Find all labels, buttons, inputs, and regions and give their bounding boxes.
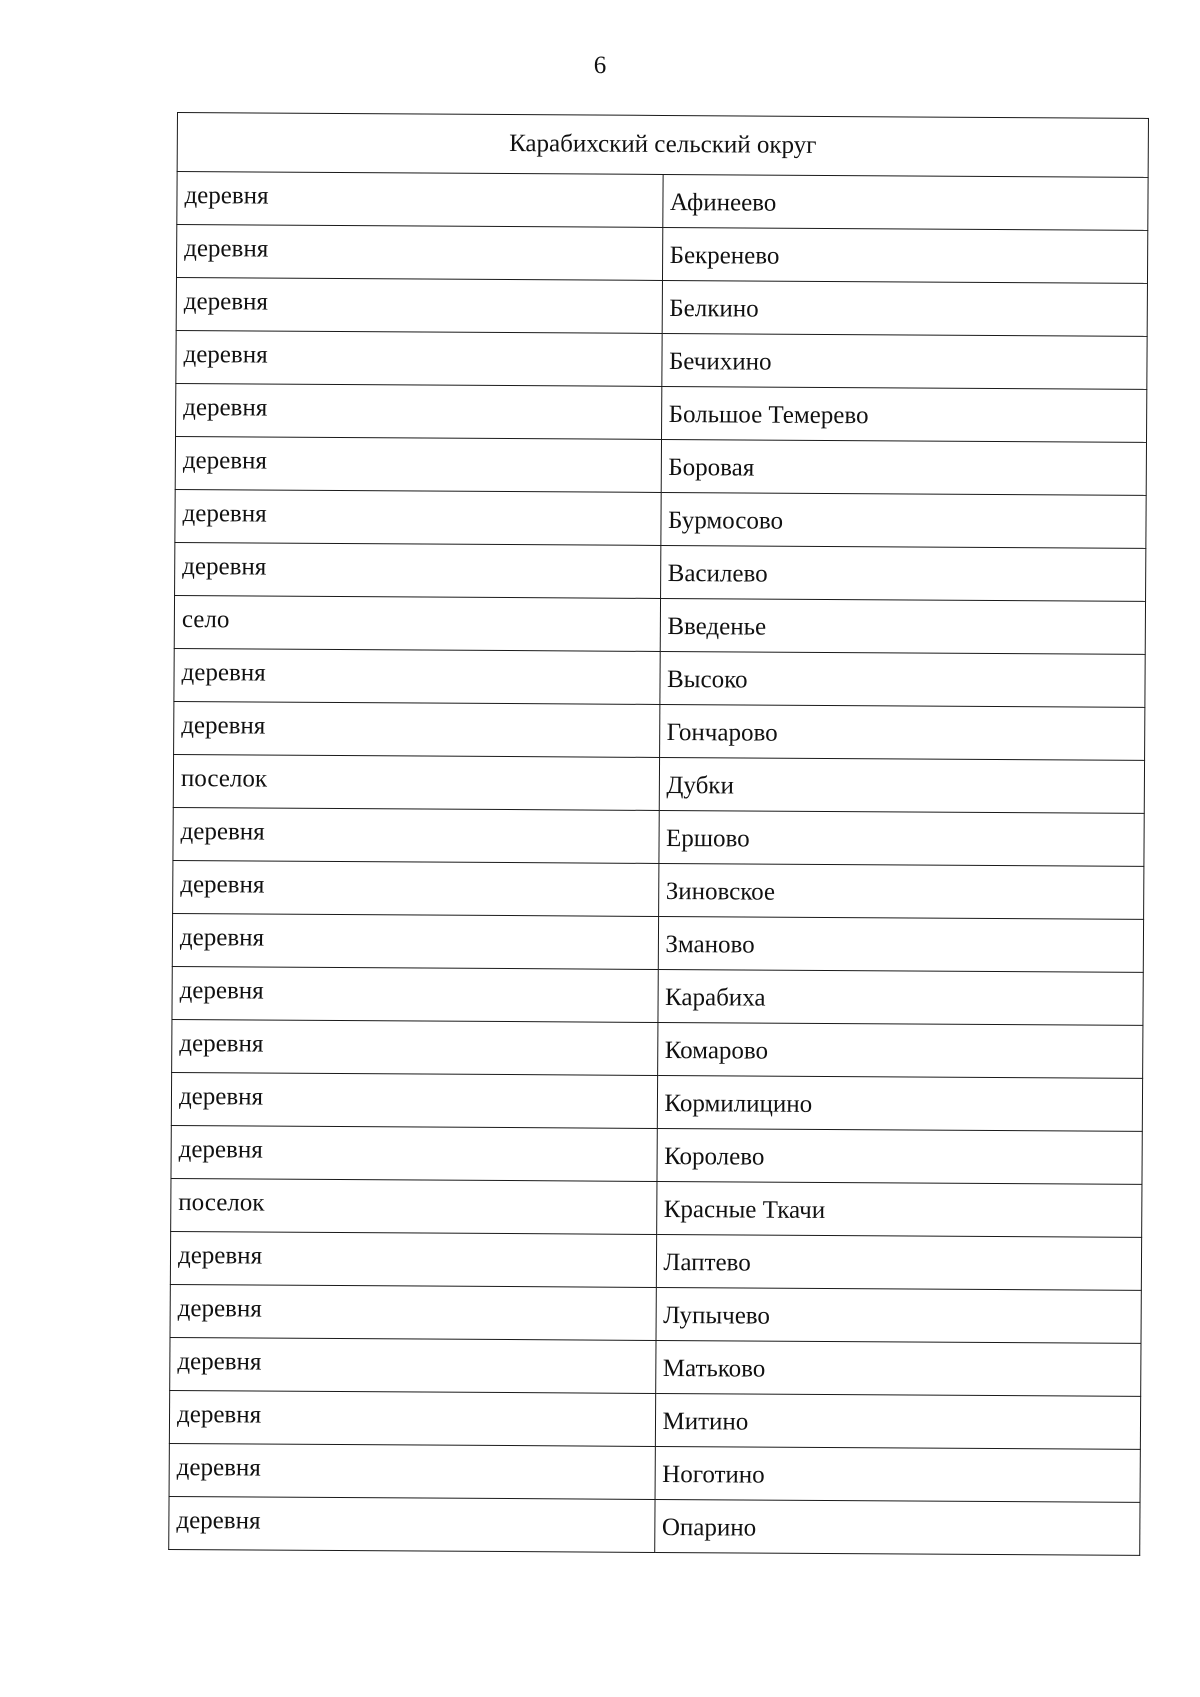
table-row (171, 1125, 1142, 1184)
settlement-type-cell: деревня (176, 383, 662, 439)
settlement-name-cell: Опарино (654, 1499, 1140, 1555)
settlement-name-cell: Зиновское (658, 863, 1144, 919)
table-row (176, 277, 1147, 336)
table-row (173, 860, 1144, 919)
settlement-type-cell: деревня (172, 913, 658, 969)
settlement-type-cell: деревня (176, 277, 662, 333)
table-row (174, 701, 1145, 760)
settlement-name-cell: Дубки (659, 757, 1145, 813)
settlement-type-cell: деревня (171, 1125, 657, 1181)
table-row (170, 1337, 1141, 1396)
table-header-row (177, 113, 1148, 178)
settlement-type-cell: деревня (176, 330, 662, 386)
settlement-name-cell: Ноготино (655, 1446, 1141, 1502)
settlement-name-cell: Василево (660, 545, 1146, 601)
settlement-name-cell: Комарово (657, 1022, 1143, 1078)
table-row (173, 754, 1144, 813)
settlement-type-cell: деревня (174, 648, 660, 704)
settlement-type-cell: деревня (169, 1443, 655, 1499)
settlement-name-cell: Большое Темерево (661, 386, 1147, 442)
table-row (169, 1496, 1140, 1555)
settlement-type-cell: деревня (173, 860, 659, 916)
settlement-type-cell: поселок (171, 1178, 657, 1234)
settlement-type-cell: деревня (176, 225, 662, 281)
settlement-name-cell: Карабиха (657, 969, 1143, 1025)
settlement-name-cell: Матьково (655, 1340, 1141, 1396)
settlement-type-cell: деревня (170, 1284, 656, 1340)
settlement-name-cell: Бурмосово (660, 492, 1146, 548)
settlement-type-cell: деревня (169, 1390, 655, 1446)
settlements-table (168, 112, 1149, 1556)
table-row (175, 436, 1146, 495)
settlement-name-cell: Бечихино (661, 333, 1147, 389)
settlement-name-cell: Белкино (662, 280, 1148, 336)
table-body (169, 113, 1149, 1556)
settlement-type-cell: деревня (169, 1496, 655, 1552)
settlement-type-cell: деревня (172, 966, 658, 1022)
table-row (174, 595, 1145, 654)
settlement-name-cell: Гончарово (659, 704, 1145, 760)
table-row (170, 1231, 1141, 1290)
settlement-type-cell: поселок (173, 754, 659, 810)
settlement-type-cell: деревня (174, 701, 660, 757)
table-row (169, 1443, 1140, 1502)
settlement-type-cell: село (174, 595, 660, 651)
settlement-type-cell: деревня (175, 436, 661, 492)
settlement-name-cell: Бекренево (662, 227, 1148, 283)
table-row (176, 330, 1147, 389)
table-row (169, 1390, 1140, 1449)
settlement-name-cell: Зманово (658, 916, 1144, 972)
settlement-type-cell: деревня (173, 807, 659, 863)
table-row (171, 1072, 1142, 1131)
settlement-name-cell: Боровая (661, 439, 1147, 495)
table-row (171, 1178, 1142, 1237)
table-row (172, 966, 1143, 1025)
settlement-type-cell: деревня (175, 542, 661, 598)
settlement-name-cell: Афинеево (662, 174, 1148, 230)
settlement-name-cell: Королево (656, 1128, 1142, 1184)
settlement-type-cell: деревня (175, 489, 661, 545)
settlement-type-cell: деревня (177, 172, 663, 228)
table-row (174, 648, 1145, 707)
table-row (176, 383, 1147, 442)
table-row (175, 489, 1146, 548)
settlement-name-cell: Ершово (658, 810, 1144, 866)
settlement-type-cell: деревня (170, 1231, 656, 1287)
settlement-type-cell: деревня (172, 1019, 658, 1075)
page-number: 6 (593, 52, 607, 79)
settlement-name-cell: Красные Ткачи (656, 1181, 1142, 1237)
table-row (177, 172, 1148, 231)
settlement-name-cell: Лупычево (656, 1287, 1142, 1343)
settlement-name-cell: Митино (655, 1393, 1141, 1449)
table-row (172, 913, 1143, 972)
table-row (170, 1284, 1141, 1343)
table-header-cell: Карабихский сельский округ (177, 113, 1148, 178)
settlement-name-cell: Высоко (659, 651, 1145, 707)
table-row (176, 225, 1147, 284)
table-row (175, 542, 1146, 601)
settlement-type-cell: деревня (171, 1072, 657, 1128)
table-row (172, 1019, 1143, 1078)
settlement-type-cell: деревня (170, 1337, 656, 1393)
settlement-name-cell: Лаптево (656, 1234, 1142, 1290)
settlement-name-cell: Введенье (660, 598, 1146, 654)
table-row (173, 807, 1144, 866)
settlement-name-cell: Кормилицино (657, 1075, 1143, 1131)
